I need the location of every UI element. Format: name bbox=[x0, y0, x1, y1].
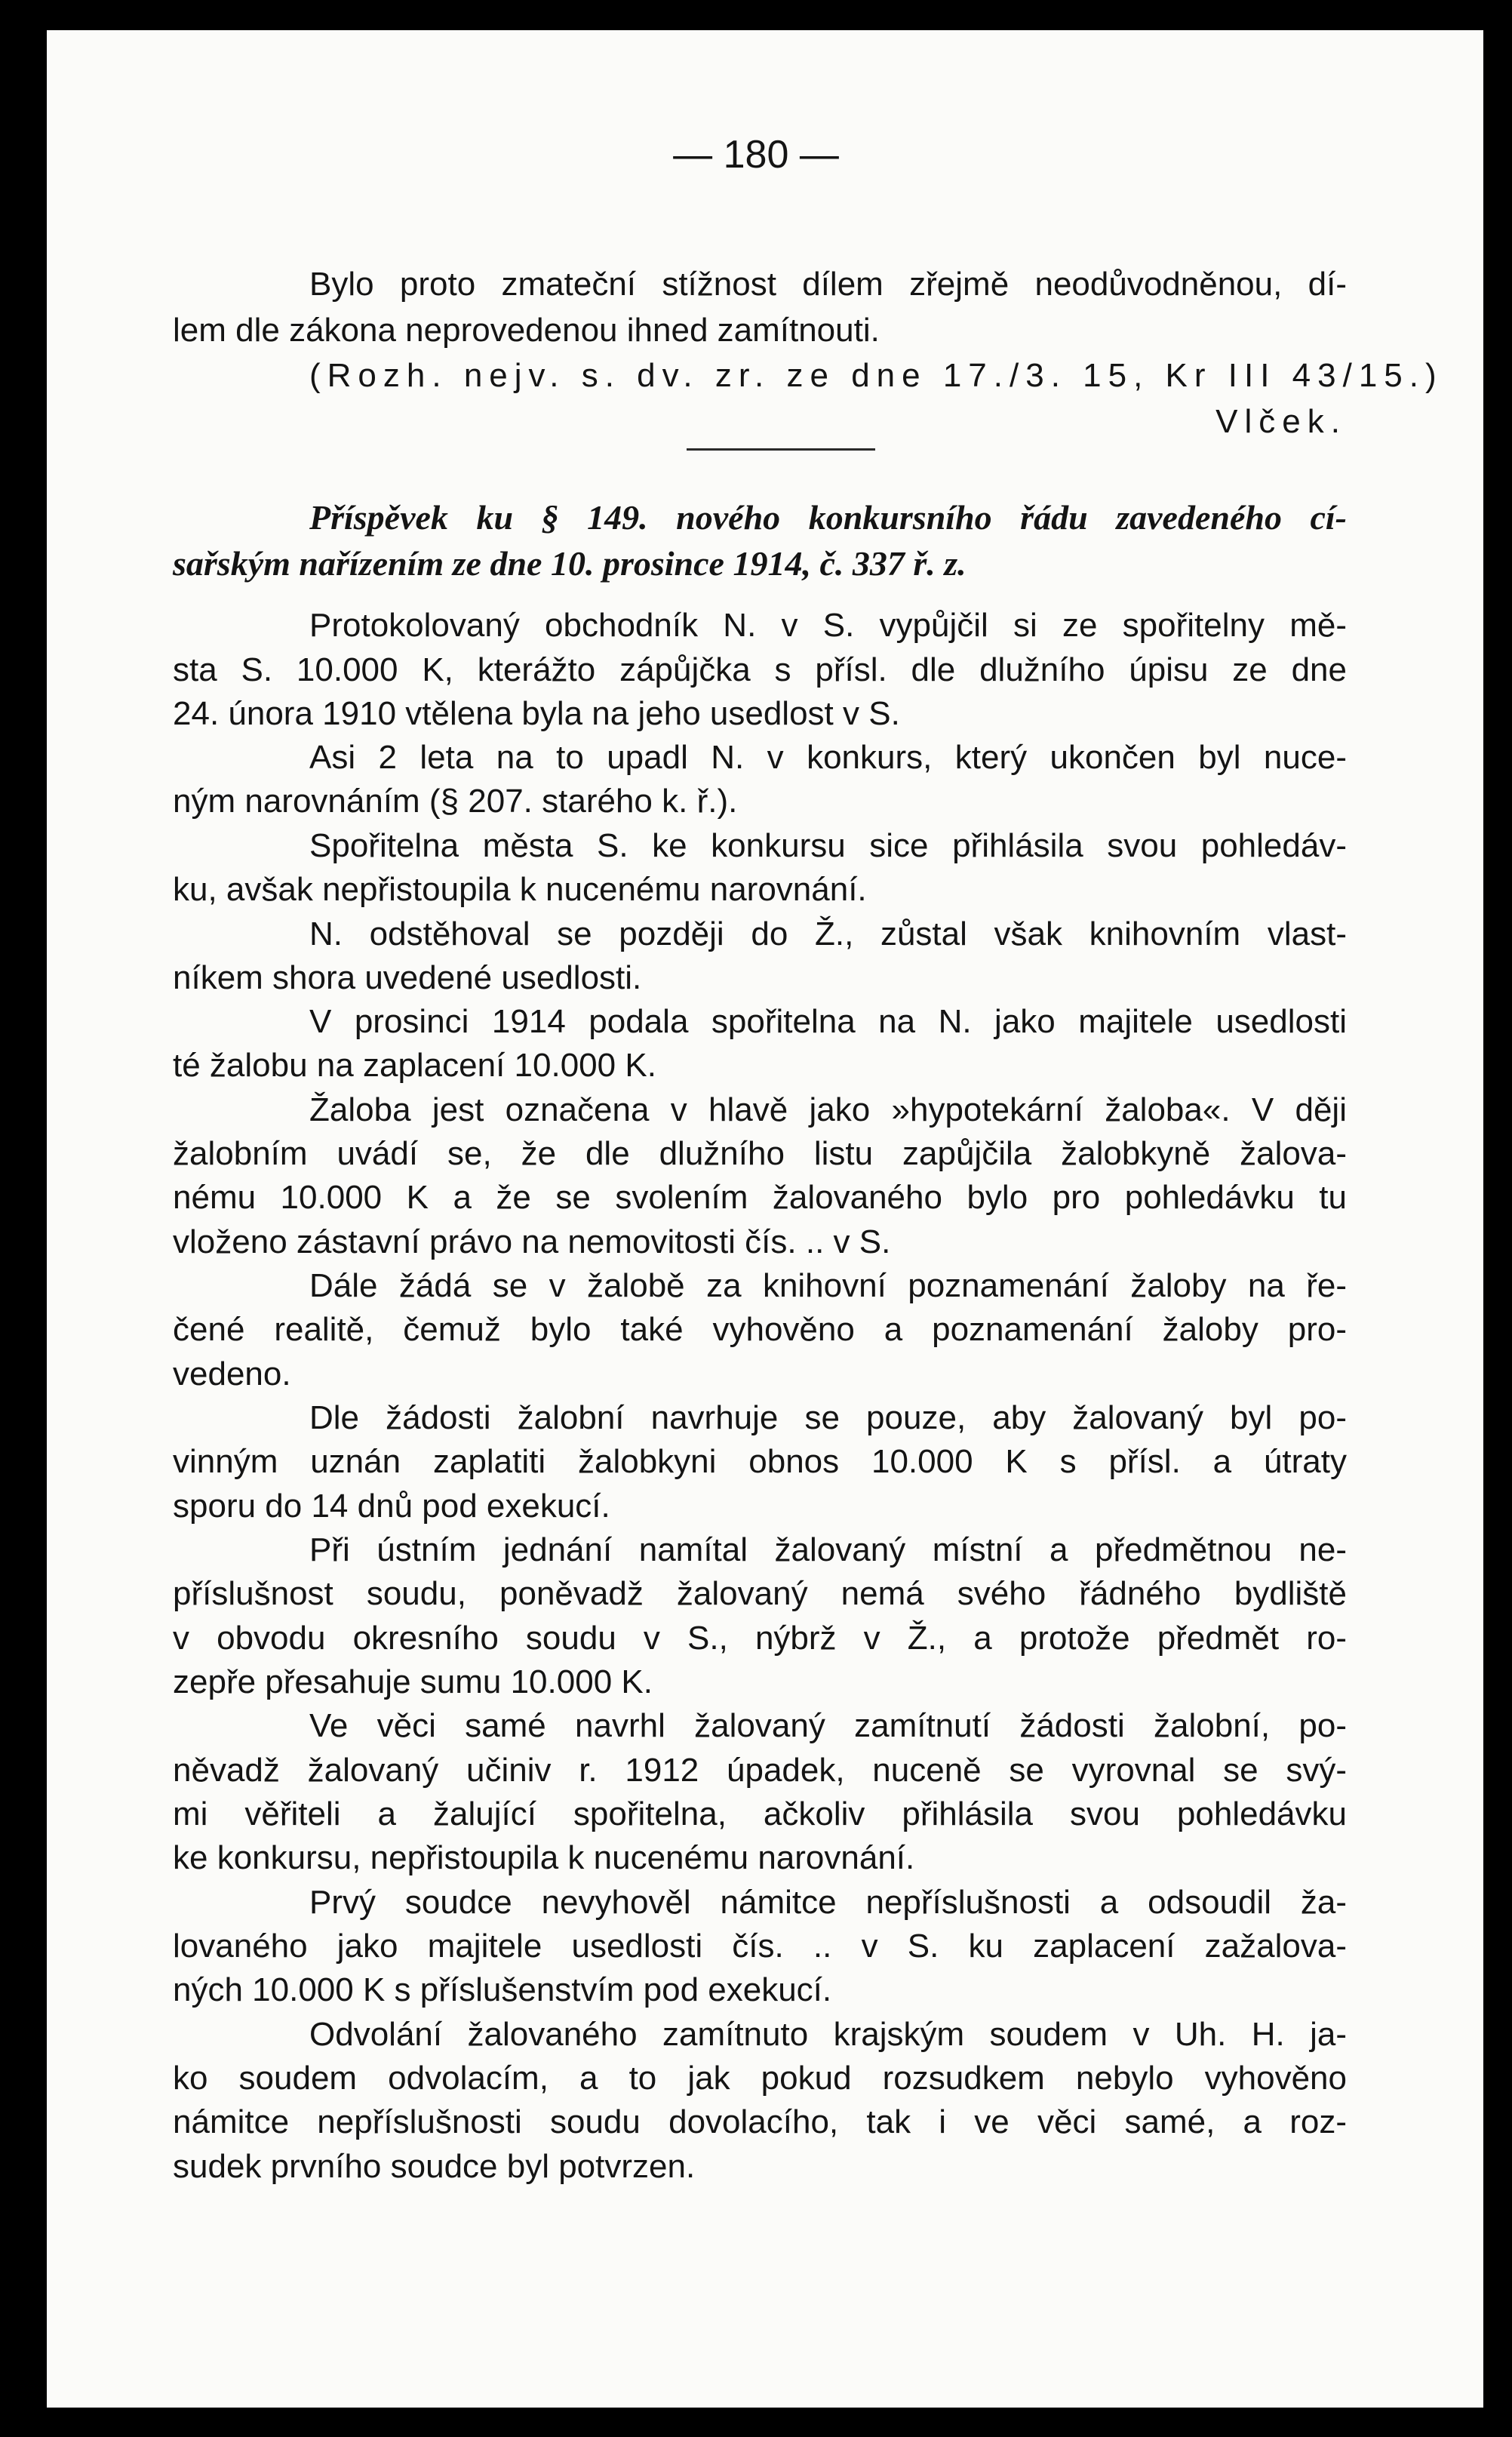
body-line: ných 10.000 K s příslušenstvím pod exekucí. bbox=[173, 1971, 832, 2008]
intro-line: Bylo proto zmateční stížnost dílem zřejmě neodůvodněnou, dí- bbox=[309, 266, 1347, 303]
body-line: žalobním uvádí se, že dle dlužního listu zapůjčila žalobkyně žalova- bbox=[173, 1135, 1347, 1172]
body-line: lovaného jako majitele usedlosti čís. .. v S. ku zaplacení zažalova- bbox=[173, 1928, 1347, 1965]
body-line: ným narovnáním (§ 207. starého k. ř.). bbox=[173, 783, 738, 820]
body-line: vinným uznán zaplatiti žalobkyni obnos 10.000 K s přísl. a útraty bbox=[173, 1443, 1347, 1480]
body-line: té žalobu na zaplacení 10.000 K. bbox=[173, 1047, 656, 1084]
contribution-title-line: sařským nařízením ze dne 10. prosince 1914, č. 337 ř. z. bbox=[173, 544, 967, 583]
citation: (Rozh. nejv. s. dv. zr. ze dne 17./3. 15, Kr III 43/15.) bbox=[309, 357, 1443, 394]
body-line: V prosinci 1914 podala spořitelna na N. jako majitele usedlosti bbox=[309, 1003, 1347, 1040]
body-line: Při ústním jednání namítal žalovaný místní a předmětnou ne- bbox=[309, 1531, 1347, 1568]
body-line: námitce nepříslušnosti soudu dovolacího, tak i ve věci samé, a roz- bbox=[173, 2103, 1347, 2140]
body-line: Žaloba jest označena v hlavě jako »hypotekární žaloba«. V ději bbox=[309, 1091, 1347, 1128]
body-line: ke konkursu, nepřistoupila k nucenému narovnání. bbox=[173, 1839, 915, 1876]
body-line: v obvodu okresního soudu v S., nýbrž v Ž., a protože předmět ro- bbox=[173, 1620, 1347, 1657]
body-line: vedeno. bbox=[173, 1355, 291, 1392]
section-divider bbox=[687, 448, 875, 451]
body-line: níkem shora uvedené usedlosti. bbox=[173, 959, 642, 996]
body-line: Asi 2 leta na to upadl N. v konkurs, který ukončen byl nuce- bbox=[309, 739, 1347, 776]
body-line: něvadž žalovaný učiniv r. 1912 úpadek, nuceně se vyrovnal se svý- bbox=[173, 1752, 1347, 1789]
body-line: Prvý soudce nevyhověl námitce nepříslušnosti a odsoudil ža- bbox=[309, 1884, 1347, 1921]
body-line: nému 10.000 K a že se svolením žalovaného bylo pro pohledávku tu bbox=[173, 1179, 1347, 1216]
body-line: ko soudem odvolacím, a to jak pokud rozsudkem nebylo vyhověno bbox=[173, 2060, 1347, 2097]
body-line: Odvolání žalovaného zamítnuto krajským soudem v Uh. H. ja- bbox=[309, 2016, 1347, 2053]
body-line: čené realitě, čemuž bylo také vyhověno a poznamenání žaloby pro- bbox=[173, 1311, 1347, 1348]
body-line: sporu do 14 dnů pod exekucí. bbox=[173, 1488, 610, 1525]
body-line: vloženo zástavní právo na nemovitosti čís. .. v S. bbox=[173, 1223, 891, 1260]
body-line: sudek prvního soudce byl potvrzen. bbox=[173, 2148, 696, 2185]
author-signature: Vlček. bbox=[1215, 403, 1347, 440]
body-line: N. odstěhoval se později do Ž., zůstal však knihovním vlast- bbox=[309, 915, 1347, 952]
body-line: Dále žádá se v žalobě za knihovní poznamenání žaloby na ře- bbox=[309, 1267, 1347, 1304]
intro-line: lem dle zákona neprovedenou ihned zamítnouti. bbox=[173, 312, 880, 349]
body-line: Dle žádosti žalobní navrhuje se pouze, aby žalovaný byl po- bbox=[309, 1399, 1347, 1436]
body-line: příslušnost soudu, poněvadž žalovaný nemá svého řádného bydliště bbox=[173, 1575, 1347, 1612]
body-line: mi věřiteli a žalující spořitelna, ačkoliv přihlásila svou pohledávku bbox=[173, 1795, 1347, 1832]
page-number: — 180 — bbox=[673, 133, 839, 177]
body-line: sta S. 10.000 K, kterážto zápůjčka s přísl. dle dlužního úpisu ze dne bbox=[173, 651, 1347, 688]
contribution-title-line: Příspěvek ku § 149. nového konkursního řádu zavedeného cí- bbox=[309, 498, 1347, 537]
body-line: Ve věci samé navrhl žalovaný zamítnutí žádosti žalobní, po- bbox=[309, 1707, 1347, 1744]
body-line: 24. února 1910 vtělena byla na jeho usedlost v S. bbox=[173, 695, 900, 732]
body-line: Protokolovaný obchodník N. v S. vypůjčil si ze spořitelny mě- bbox=[309, 607, 1347, 644]
body-line: Spořitelna města S. ke konkursu sice přihlásila svou pohledáv- bbox=[309, 827, 1347, 864]
body-line: zepře přesahuje sumu 10.000 K. bbox=[173, 1663, 653, 1700]
body-line: ku, avšak nepřistoupila k nucenému narovnání. bbox=[173, 871, 867, 908]
